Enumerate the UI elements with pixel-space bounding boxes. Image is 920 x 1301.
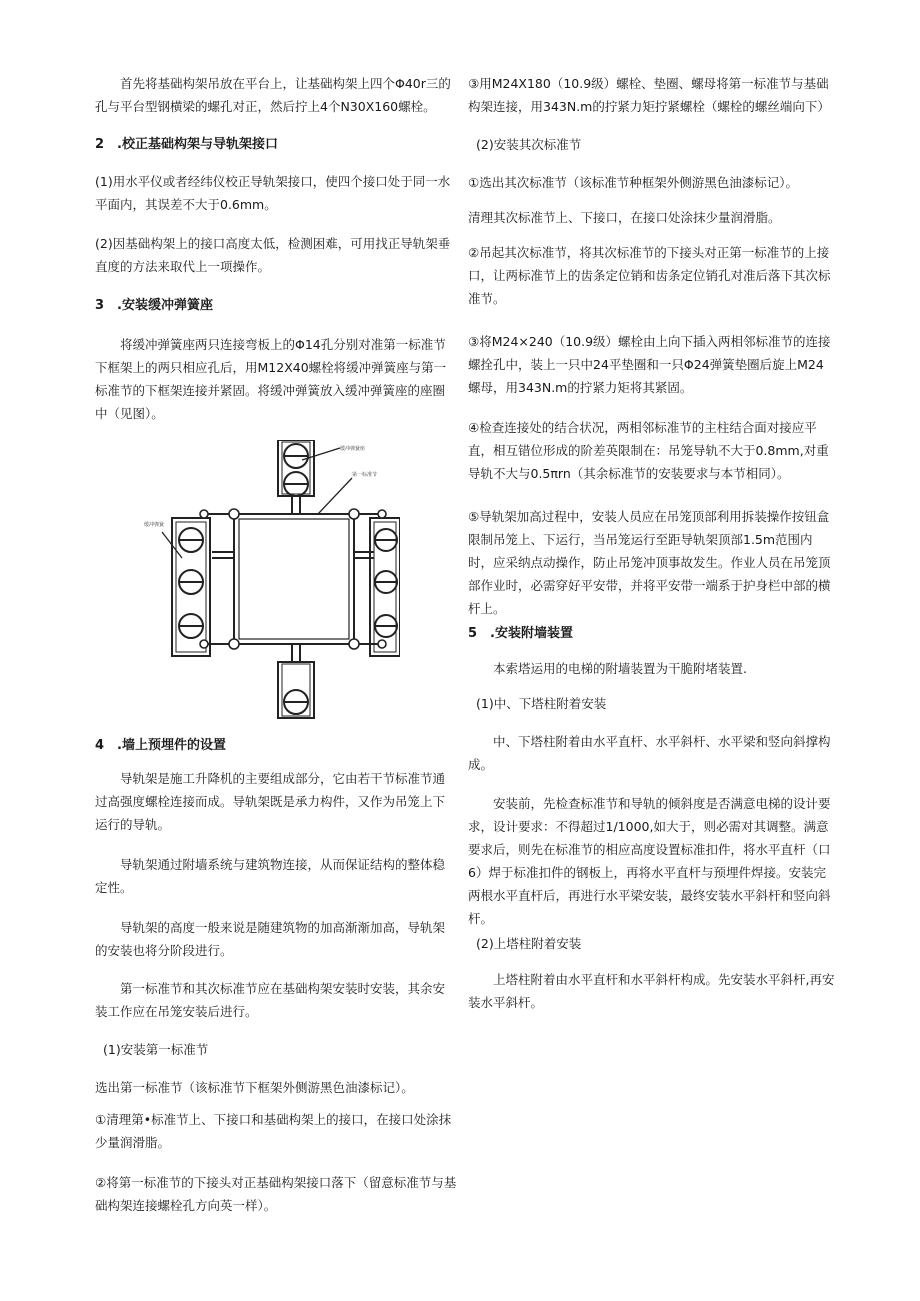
paragraph-intro: 首先将基础构架吊放在平台上，让基础构架上四个Φ40r三的孔与平台型钢横梁的螺孔对正，然后拧上4个N30X160螺栓。 bbox=[95, 76, 451, 114]
paragraph-r8: ⑤导轨架加高过程中，安装人员应在吊笼顶部利用拆装操作按钮盒限制吊笼上、下运行，当吊笼运行至距导轨架顶部1.5m范围内时，应采纳点动操作，防止吊笼冲顶事故发生。作业人员在吊笼顶部作业时，必需穿好平安带，并将平安带一端系于护身栏中部的横杆上。 bbox=[468, 509, 831, 616]
paragraph-r4: 清理其次标准节上、下接口，在接口处涂抹少量润滑脂。 bbox=[468, 210, 781, 225]
paragraph-r3: ①选出其次标准节（该标准节种框架外侧游黑色油漆标记）。 bbox=[468, 175, 798, 190]
paragraph-r14: 上塔柱附着由水平直杆和水平斜杆构成。先安装水平斜杆,再安装水平斜杆。 bbox=[468, 972, 835, 1010]
paragraph-r11: 中、下塔柱附着由水平直杆、水平斜杆、水平梁和竖向斜撑构成。 bbox=[468, 734, 831, 772]
leader-section bbox=[318, 478, 352, 514]
spring-seat-left bbox=[172, 518, 210, 656]
corner-bolt-bl bbox=[229, 639, 239, 649]
corner-bolt-tr bbox=[349, 509, 359, 519]
label-first-section: 第一标准节 bbox=[352, 472, 378, 478]
paragraph-4-2: 导轨架通过附墙系统与建筑物连接，从而保证结构的整体稳定性。 bbox=[95, 857, 446, 895]
paragraph-r1: ③用M24X180（10.9级）螺栓、垫圈、螺母将第一标准节与基础构架连接，用343N.m的拧紧力矩拧紧螺栓（螺栓的螺丝端向下） bbox=[468, 76, 830, 114]
paragraph-4-3: 导轨架的高度一般来说是随建筑物的加高渐渐加高，导轨架的安装也将分阶段进行。 bbox=[95, 920, 446, 958]
paragraph-r9: 本索塔运用的电梯的附墙装置为干脆附堵装置. bbox=[493, 661, 747, 676]
paragraph-r12: 安装前，先检查标准节和导轨的倾斜度是否满意电梯的设计要求，设计要求：不得超过1/1000,如大于，则必需对其调整。满意要求后，则先在标准节的相应高度设置标准扣件，将水平直杆（口6）焊于标准扣件的钢板上，再将水平直杆与预埋件焊接。安装完两根水平直杆后，再进行水平梁安装，最终安装水平斜杆和竖向斜杆。 bbox=[468, 796, 831, 926]
rail-bolt-2 bbox=[378, 510, 386, 518]
paragraph-4-8: ②将第一标准节的下接头对正基础构架接口落下（留意标准节与基础构架连接螺栓孔方向英一样）。 bbox=[95, 1175, 457, 1213]
paragraph-r6: ③将M24×240（10.9级）螺栓由上向下插入两相邻标准节的连接螺拴孔中，装上一只中24平垫圈和一只Φ24弹簧垫圈后旋上M24螺母，用343N.m的拧紧力矩将其紧固。 bbox=[468, 334, 831, 395]
paragraph-4-1: 导轨架是施工升降机的主要组成部分，它由若干节标准节通过高强度螺栓连接而成。导轨架既是承力构件，又作为吊笼上下运行的导轨。 bbox=[95, 771, 446, 832]
buffer-spring-seat-diagram bbox=[142, 440, 400, 722]
corner-bolt-tl bbox=[229, 509, 239, 519]
heading-section-3: 3 .安装缓冲弹簧座 bbox=[95, 298, 213, 313]
frame-inner bbox=[239, 519, 349, 639]
paragraph-4-6: 选出第一标准节（该标准节下框架外侧游黑色油漆标记）。 bbox=[95, 1080, 414, 1095]
heading-section-5: 5 .安装附墙装置 bbox=[468, 626, 573, 641]
subheading-middle-lower-tower: (1)中、下塔柱附着安装 bbox=[476, 696, 607, 711]
paragraph-2-2: (2)因基础构架上的接口高度太低，检测困难，可用找正导轨架垂直度的方法来取代上一项操作。 bbox=[95, 236, 451, 274]
subheading-install-first-section: (1)安装第一标准节 bbox=[103, 1042, 209, 1057]
corner-bolt-br bbox=[349, 639, 359, 649]
rail-bolt-4 bbox=[378, 640, 386, 648]
heading-section-4: 4 .墙上预埋件的设置 bbox=[95, 738, 226, 753]
paragraph-r5: ②吊起其次标准节，将其次标准节的下接头对正第一标准节的上接口，让两标准节上的齿条定位销和齿条定位销孔对准后落下其次标准节。 bbox=[468, 245, 831, 306]
paragraph-4-4: 第一标准节和其次标准节应在基础构架安装时安装，其余安装工作应在吊笼安装后进行。 bbox=[95, 981, 446, 1019]
heading-section-2: 2 .校正基础构架与导轨架接口 bbox=[95, 137, 278, 152]
paragraph-r7: ④检查连接处的结合状况，两相邻标准节的主柱结合面对接应平直，相互错位形成的阶差英限制在：吊笼导轨不大于0.8mm,对重导轨不大与0.5πrn（其余标准节的安装要求与本节相同）。 bbox=[468, 420, 829, 481]
subheading-upper-tower: (2)上塔柱附着安装 bbox=[476, 936, 582, 951]
paragraph-4-7: ①清理第•标准节上、下接口和基础构架上的接口，在接口处涂抹少量润滑脂。 bbox=[95, 1112, 452, 1150]
diagram-svg bbox=[142, 440, 400, 722]
rail-bolt-1 bbox=[200, 510, 208, 518]
frame-outer bbox=[234, 514, 354, 644]
label-buffer-spring: 缓冲弹簧 bbox=[144, 522, 165, 528]
rail-bolt-3 bbox=[200, 640, 208, 648]
label-buffer-seat: 缓冲弹簧座 bbox=[340, 446, 366, 452]
subheading-install-second-section: (2)安装其次标准节 bbox=[476, 137, 582, 152]
paragraph-2-1: (1)用水平仪或者经纬仪校正导轨架接口，使四个接口处于同一水平面内，其误差不大于0.6mm。 bbox=[95, 174, 451, 212]
paragraph-3: 将缓冲弹簧座两只连接弯板上的Φ14孔分别对准第一标准节下框架上的两只相应孔后，用M12X40螺栓将缓冲弹簧座与第一标准节的下框架连接并紧固。将缓冲弹簧放入缓冲弹簧座的座圈中（见图）。 bbox=[95, 337, 447, 421]
